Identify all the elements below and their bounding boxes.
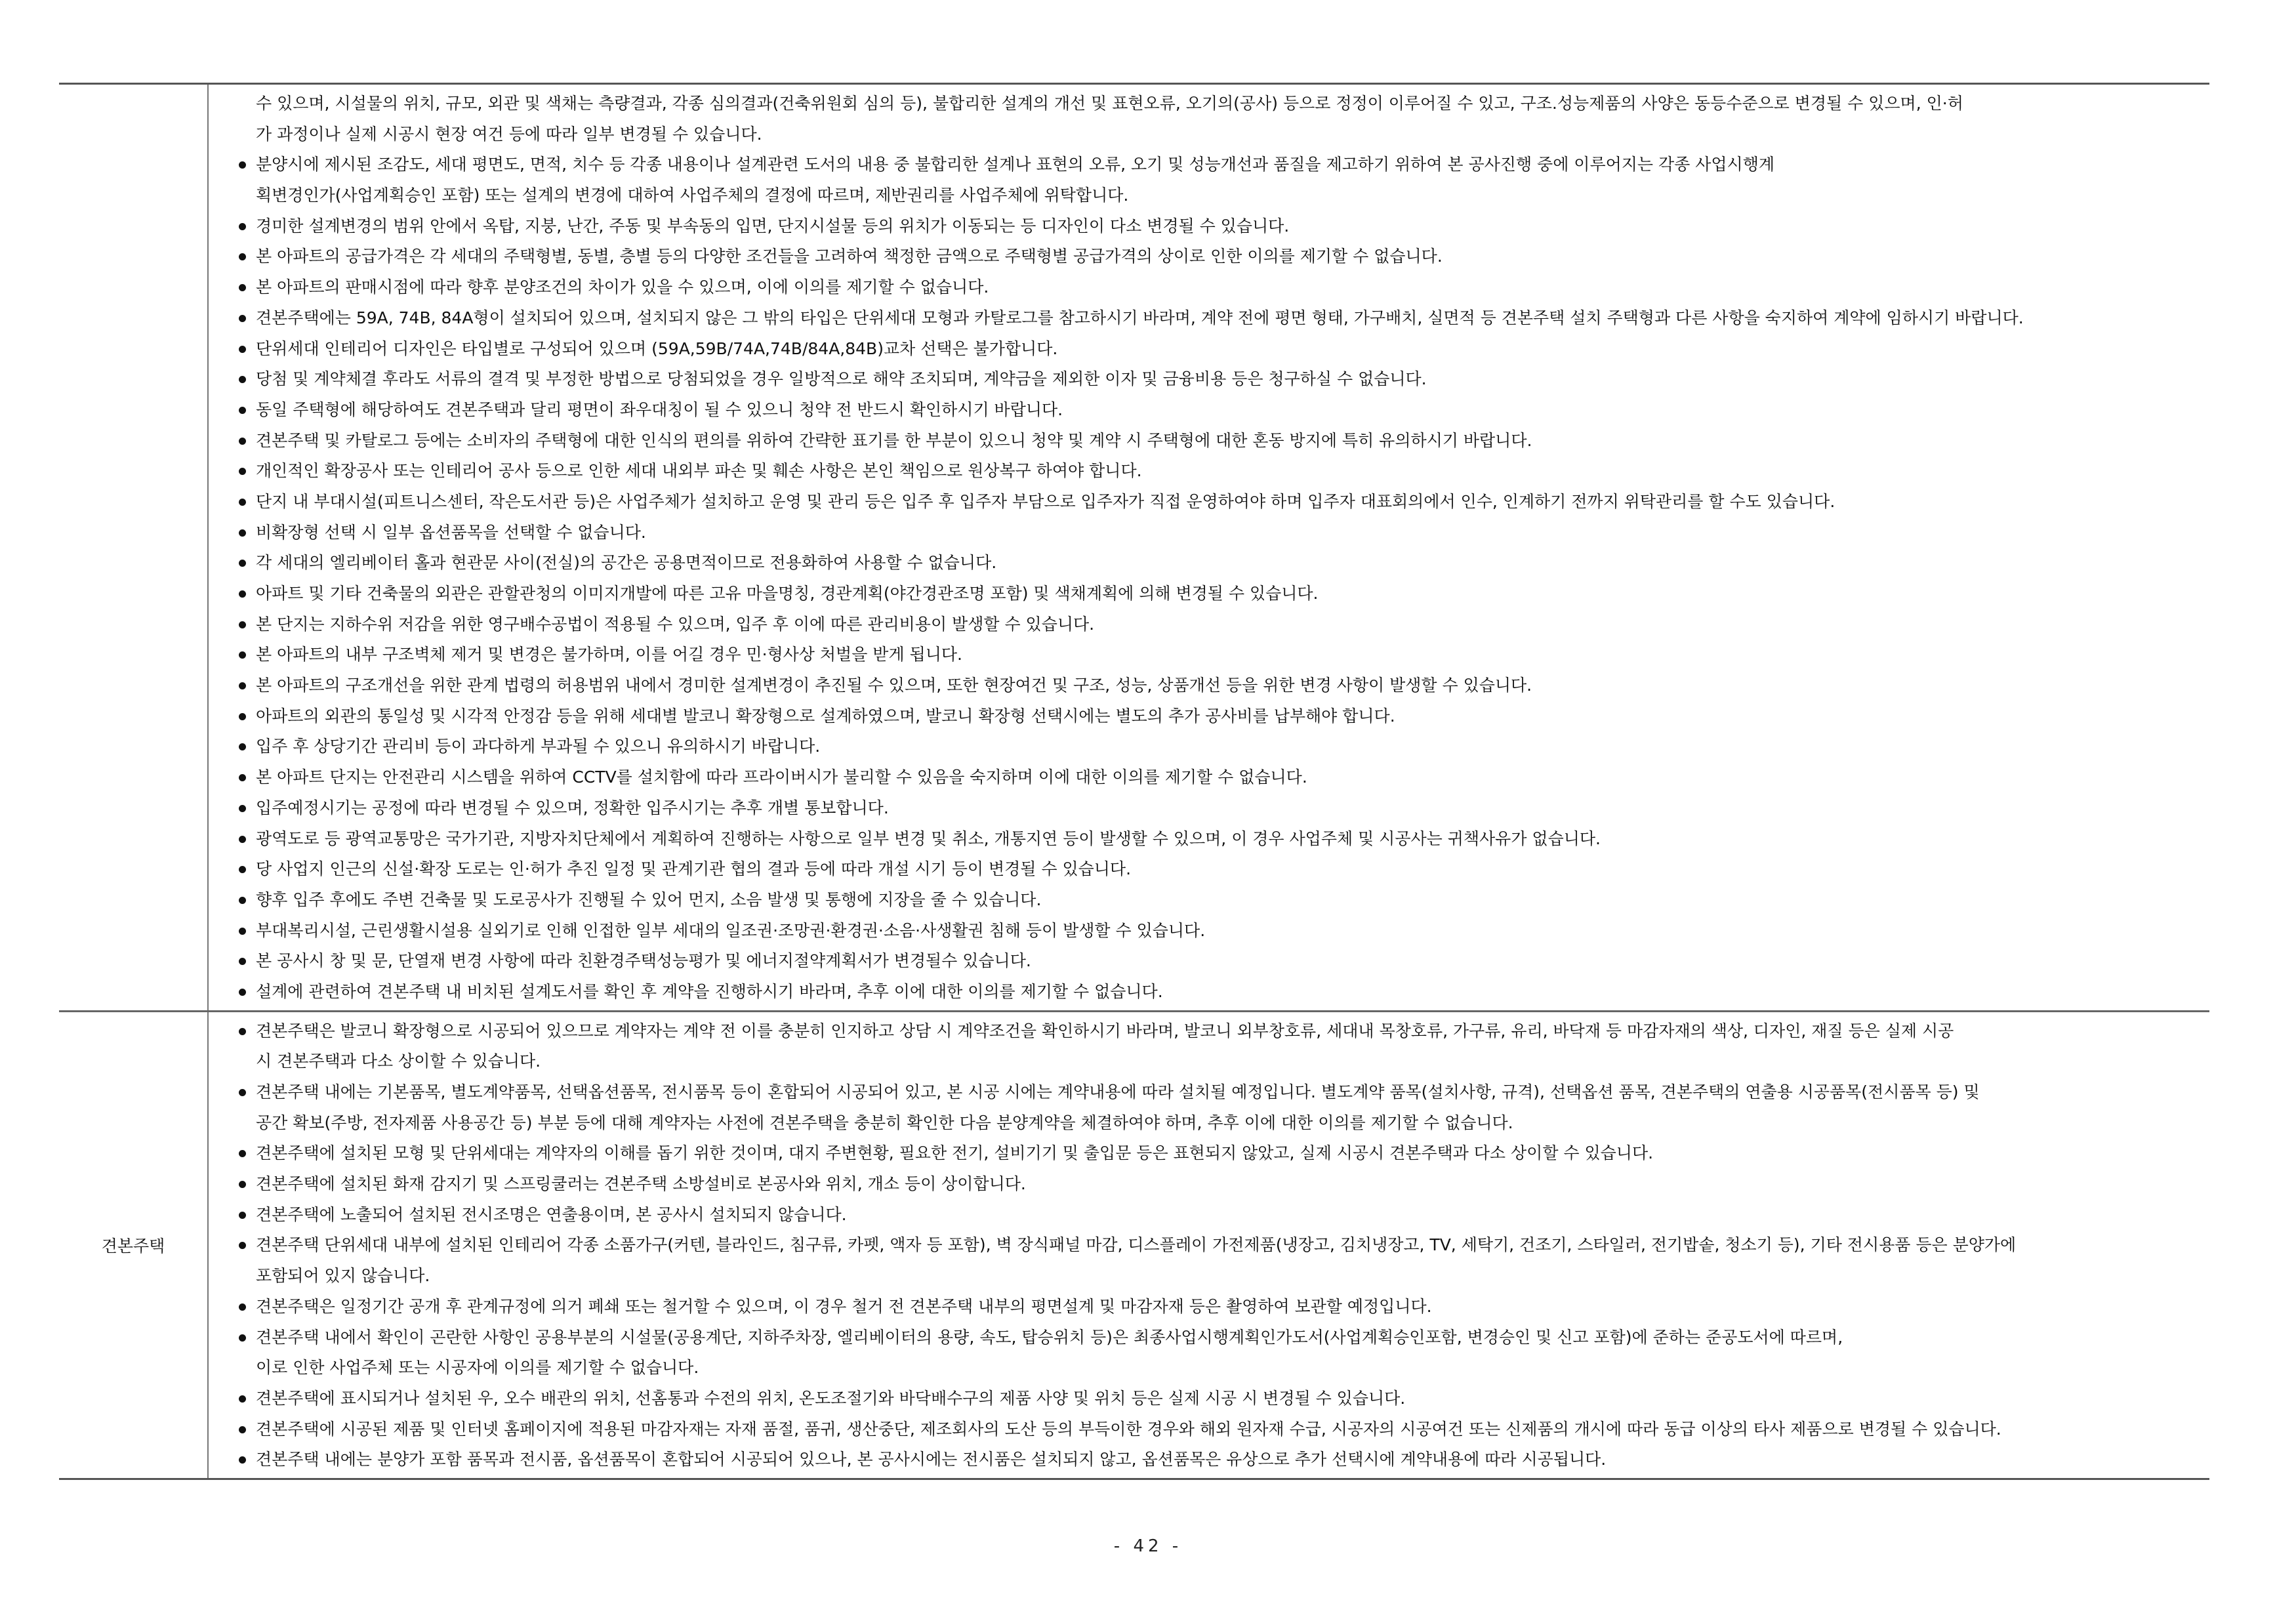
bullet-item: 견본주택에 표시되거나 설치된 우, 오수 배관의 위치, 선홈통과 수전의 위치, 온도조절기와 바닥배수구의 제품 사양 및 위치 등은 실제 시공 시 변경될 수 있습니다. (235, 1384, 2202, 1414)
bullet-item: 본 아파트의 판매시점에 따라 향후 분양조건의 차이가 있을 수 있으며, 이에 이의를 제기할 수 없습니다. (235, 272, 2202, 303)
bullet-item: 본 아파트의 내부 구조벽체 제거 및 변경은 불가하며, 이를 어길 경우 민·형사상 처벌을 받게 됩니다. (235, 640, 2202, 670)
bullet-item: 아파트의 외관의 통일성 및 시각적 안정감 등을 위해 세대별 발코니 확장형으로 설계하였으며, 발코니 확장형 선택시에는 별도의 추가 공사비를 납부해야 합니다. (235, 701, 2202, 732)
bullet-item: 견본주택은 발코니 확장형으로 시공되어 있으므로 계약자는 계약 전 이를 충분히 인지하고 상담 시 계약조건을 확인하시기 바라며, 발코니 외부창호류, 세대내 목창호류, 가구류, 유리, 바닥재 등 마감자재의 색상, 디자인, 재질 등은 실제 시공 (235, 1016, 2202, 1047)
bullet-item: 입주예정시기는 공정에 따라 변경될 수 있으며, 정확한 입주시기는 추후 개별 통보합니다. (235, 793, 2202, 824)
bullet-item: 견본주택에 설치된 화재 감지기 및 스프링쿨러는 견본주택 소방설비로 본공사와 위치, 개소 등이 상이합니다. (235, 1169, 2202, 1200)
category-cell-model-house (59, 1011, 208, 1479)
bullet-item: 견본주택에 노출되어 설치된 전시조명은 연출용이며, 본 공사시 설치되지 않습니다. (235, 1200, 2202, 1231)
notice-content-model-house (208, 1011, 2209, 1479)
notice-section-general (59, 84, 2209, 1012)
bullet-item: 부대복리시설, 근린생활시설용 실외기로 인해 인접한 일부 세대의 일조권·조망권·환경권·소음·사생활권 침해 등이 발생할 수 있습니다. (235, 916, 2202, 947)
bullet-item-continuation: 시 견본주택과 다소 상이할 수 있습니다. (256, 1052, 541, 1071)
bullet-item: 아파트 및 기타 건축물의 외관은 관할관청의 이미지개발에 따른 고유 마을명칭, 경관계획(야간경관조명 포함) 및 색채계획에 의해 변경될 수 있습니다. (235, 579, 2202, 609)
bullet-item: 견본주택에는 59A, 74B, 84A형이 설치되어 있으며, 설치되지 않은 그 밖의 타입은 단위세대 모형과 카탈로그를 참고하시기 바라며, 계약 전에 평면 형태, 가구배치, 실면적 등 견본주택 설치 주택형과 다른 사항을 숙지하여 계약에 임하시기 바랍니다. (235, 303, 2202, 334)
bullet-item: 광역도로 등 광역교통망은 국가기관, 지방자치단체에서 계획하여 진행하는 사항으로 일부 변경 및 취소, 개통지연 등이 발생할 수 있으며, 이 경우 사업주체 및 시공사는 귀책사유가 없습니다. (235, 824, 2202, 855)
category-label: 견본주택 (101, 1236, 165, 1256)
bullet-item: 본 아파트의 공급가격은 각 세대의 주택형별, 동별, 층별 등의 다양한 조건들을 고려하여 책정한 금액으로 주택형별 공급가격의 상이로 인한 이의를 제기할 수 없습니다. (235, 241, 2202, 272)
bullet-item: 입주 후 상당기간 관리비 등이 과다하게 부과될 수 있으니 유의하시기 바랍니다. (235, 731, 2202, 762)
bullet-item: 견본주택에 시공된 제품 및 인터넷 홈페이지에 적용된 마감자재는 자재 품절, 품귀, 생산중단, 제조회사의 도산 등의 부득이한 경우와 해외 원자재 수급, 시공자의 시공여건 또는 신제품의 개시에 따라 동급 이상의 타사 제품으로 변경될 수 있습니다. (235, 1414, 2202, 1445)
category-cell-general (59, 84, 208, 1012)
bullet-item-continuation: 공간 확보(주방, 전자제품 사용공간 등) 부분 등에 대해 계약자는 사전에 견본주택을 충분히 확인한 다음 분양계약을 체결하여야 하며, 추후 이에 대한 이의를 제기할 수 없습니다. (256, 1113, 1513, 1132)
notice-table (59, 83, 2209, 1480)
bullet-item: 향후 입주 후에도 주변 건축물 및 도로공사가 진행될 수 있어 먼지, 소음 발생 및 통행에 지장을 줄 수 있습니다. (235, 885, 2202, 916)
bullet-item-continuation: 수 있으며, 시설물의 위치, 규모, 외관 및 색채는 측량결과, 각종 심의결과(건축위원회 심의 등), 불합리한 설계의 개선 및 표현오류, 오기의(공사) 등으로 정정이 이루어질 수 있고, 구조.성능제품의 사양은 동등수준으로 변경될 수 있으며, 인·허 (256, 94, 1963, 113)
notice-content-general (208, 84, 2209, 1012)
bullet-item: 견본주택 및 카탈로그 등에는 소비자의 주택형에 대한 인식의 편의를 위하여 간략한 표기를 한 부분이 있으니 청약 및 계약 시 주택형에 대한 혼동 방지에 특히 유의하시기 바랍니다. (235, 426, 2202, 457)
bullet-item-continuation: 이로 인한 사업주체 또는 시공자에 이의를 제기할 수 없습니다. (256, 1358, 699, 1378)
bullet-item: 경미한 설계변경의 범위 안에서 옥탑, 지붕, 난간, 주동 및 부속동의 입면, 단지시설물 등의 위치가 이동되는 등 디자인이 다소 변경될 수 있습니다. (235, 211, 2202, 242)
bullet-item: 견본주택 내에서 확인이 곤란한 사항인 공용부분의 시설물(공용계단, 지하주차장, 엘리베이터의 용량, 속도, 탑승위치 등)은 최종사업시행계획인가도서(사업계획승인포함, 변경승인 및 신고 포함)에 준하는 준공도서에 따르며, (235, 1323, 2202, 1353)
bullet-item: 본 아파트의 구조개선을 위한 관계 법령의 허용범위 내에서 경미한 설계변경이 추진될 수 있으며, 또한 현장여건 및 구조, 성능, 상품개선 등을 위한 변경 사항이 발생할 수 있습니다. (235, 670, 2202, 701)
bullet-item: 단지 내 부대시설(피트니스센터, 작은도서관 등)은 사업주체가 설치하고 운영 및 관리 등은 입주 후 입주자 부담으로 입주자가 직접 운영하여야 하며 입주자 대표회의에서 인수, 인계하기 전까지 위탁관리를 할 수도 있습니다. (235, 487, 2202, 518)
bullet-item: 본 단지는 지하수위 저감을 위한 영구배수공법이 적용될 수 있으며, 입주 후 이에 따른 관리비용이 발생할 수 있습니다. (235, 609, 2202, 640)
bullet-item: 단위세대 인테리어 디자인은 타입별로 구성되어 있으며 (59A,59B/74A,74B/84A,84B)교차 선택은 불가합니다. (235, 334, 2202, 365)
bullet-item: 당 사업지 인근의 신설·확장 도로는 인·허가 추진 일정 및 관계기관 협의 결과 등에 따라 개설 시기 등이 변경될 수 있습니다. (235, 854, 2202, 885)
bullet-item: 견본주택 단위세대 내부에 설치된 인테리어 각종 소품가구(커텐, 블라인드, 침구류, 카펫, 액자 등 포함), 벽 장식패널 마감, 디스플레이 가전제품(냉장고, 김치냉장고, TV, 세탁기, 건조기, 스타일러, 전기밥솥, 청소기 등), 기타 전시용품 등은 분양가에 (235, 1230, 2202, 1261)
bullet-item: 본 공사시 창 및 문, 단열재 변경 사항에 따라 친환경주택성능평가 및 에너지절약계획서가 변경될수 있습니다. (235, 946, 2202, 977)
bullet-item-continuation: 획변경인가(사업계획승인 포함) 또는 설계의 변경에 대하여 사업주체의 결정에 따르며, 제반권리를 사업주체에 위탁합니다. (256, 186, 1129, 205)
bullet-item: 동일 주택형에 해당하여도 견본주택과 달리 평면이 좌우대칭이 될 수 있으니 청약 전 반드시 확인하시기 바랍니다. (235, 395, 2202, 426)
bullet-item: 설계에 관련하여 견본주택 내 비치된 설계도서를 확인 후 계약을 진행하시기 바라며, 추후 이에 대한 이의를 제기할 수 없습니다. (235, 977, 2202, 1008)
bullet-item: 각 세대의 엘리베이터 홀과 현관문 사이(전실)의 공간은 공용면적이므로 전용화하여 사용할 수 없습니다. (235, 548, 2202, 579)
bullet-item: 개인적인 확장공사 또는 인테리어 공사 등으로 인한 세대 내외부 파손 및 훼손 사항은 본인 책임으로 원상복구 하여야 합니다. (235, 456, 2202, 487)
bullet-item: 당첨 및 계약체결 후라도 서류의 결격 및 부정한 방법으로 당첨되었을 경우 일방적으로 해약 조치되며, 계약금을 제외한 이자 및 금융비용 등은 청구하실 수 없습니다. (235, 364, 2202, 395)
page-number: - 42 - (1113, 1536, 1183, 1556)
bullet-item-continuation: 포함되어 있지 않습니다. (256, 1266, 430, 1286)
bullet-item: 견본주택은 일정기간 공개 후 관계규정에 의거 폐쇄 또는 철거할 수 있으며, 이 경우 철거 전 견본주택 내부의 평면설계 및 마감자재 등은 촬영하여 보관할 예정입니다. (235, 1292, 2202, 1323)
bullet-item-continuation: 가 과정이나 실제 시공시 현장 여건 등에 따라 일부 변경될 수 있습니다. (256, 124, 762, 144)
bullet-item: 견본주택 내에는 기본품목, 별도계약품목, 선택옵션품목, 전시품목 등이 혼합되어 시공되어 있고, 본 시공 시에는 계약내용에 따라 설치될 예정입니다. 별도계약 품목(설치사항, 규격), 선택옵션 품목, 견본주택의 연출용 시공품목(전시품목 등) 및 (235, 1077, 2202, 1108)
bullet-item: 견본주택에 설치된 모형 및 단위세대는 계약자의 이해를 돕기 위한 것이며, 대지 주변현황, 필요한 전기, 설비기기 및 출입문 등은 표현되지 않았고, 실제 시공시 견본주택과 다소 상이할 수 있습니다. (235, 1138, 2202, 1169)
notice-section-model-house (59, 1011, 2209, 1479)
bullet-item: 견본주택 내에는 분양가 포함 품목과 전시품, 옵션품목이 혼합되어 시공되어 있으나, 본 공사시에는 전시품은 설치되지 않고, 옵션품목은 유상으로 추가 선택시에 계약내용에 따라 시공됩니다. (235, 1445, 2202, 1475)
bullet-item: 비확장형 선택 시 일부 옵션품목을 선택할 수 없습니다. (235, 518, 2202, 548)
bullet-item: 본 아파트 단지는 안전관리 시스템을 위하여 CCTV를 설치함에 따라 프라이버시가 불리할 수 있음을 숙지하며 이에 대한 이의를 제기할 수 없습니다. (235, 762, 2202, 793)
bullet-item: 분양시에 제시된 조감도, 세대 평면도, 면적, 치수 등 각종 내용이나 설계관련 도서의 내용 중 불합리한 설계나 표현의 오류, 오기 및 성능개선과 품질을 제고하기 위하여 본 공사진행 중에 이루어지는 각종 사업시행계 (235, 150, 2202, 180)
